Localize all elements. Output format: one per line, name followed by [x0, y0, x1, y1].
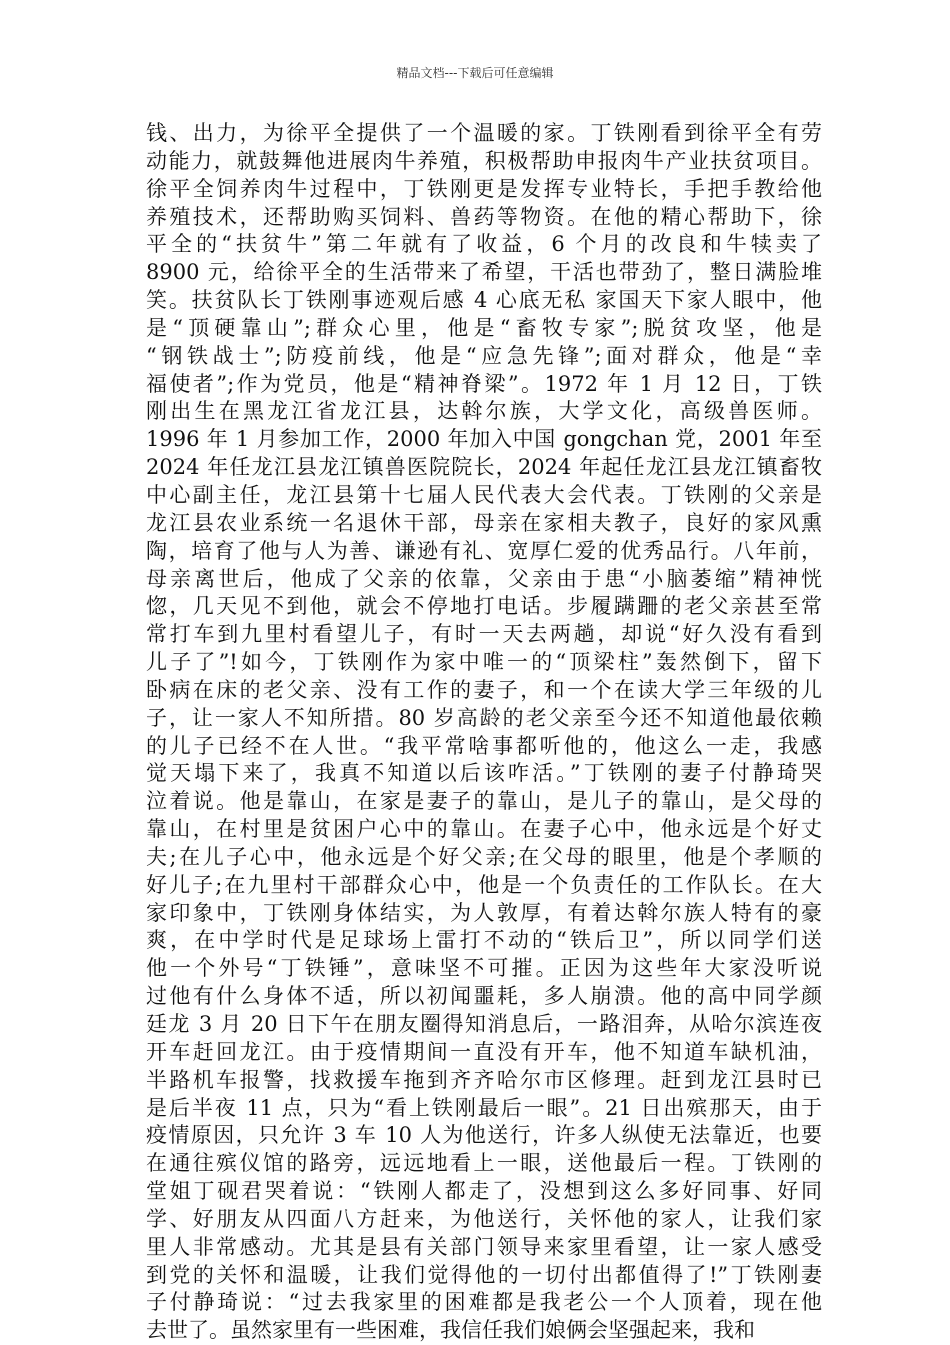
text-line: 泣着说。他是靠山，在家是妻子的靠山，是儿子的靠山，是父母的	[146, 789, 822, 814]
text-line: 学、好朋友从四面八方赶来，为他送行，关怀他的家人，让我们家	[146, 1206, 822, 1231]
text-line: “钢铁战士”;防疫前线，他是“应急先锋”;面对群众，他是“幸	[146, 343, 822, 368]
text-line: 他一个外号“丁铁锤”，意味坚不可摧。正因为这些年大家没听说	[146, 956, 822, 981]
text-line: 刚出生在黑龙江省龙江县，达斡尔族，大学文化，高级兽医师。	[146, 399, 822, 424]
text-line: 是“顶硬靠山”;群众心里，他是“畜牧专家”;脱贫攻坚，他是	[146, 315, 822, 340]
text-line: 常打车到九里村看望儿子，有时一天去两趟，却说“好久没有看到	[146, 622, 822, 647]
text-line: 中心副主任，龙江县第十七届人民代表大会代表。丁铁刚的父亲是	[146, 482, 822, 507]
text-line: 过他有什么身体不适，所以初闻噩耗，多人崩溃。他的高中同学颜	[146, 984, 822, 1009]
text-line: 廷龙 3 月 20 日下午在朋友圈得知消息后，一路泪奔，从哈尔滨连夜	[146, 1012, 822, 1036]
text-line: 钱、出力，为徐平全提供了一个温暖的家。丁铁刚看到徐平全有劳	[146, 121, 822, 145]
text-line: 觉天塌下来了，我真不知道以后该咋活。”丁铁刚的妻子付静琦哭	[146, 761, 822, 786]
text-line: 好儿子;在九里村干部群众心中，他是一个负责任的工作队长。在大	[146, 872, 822, 897]
text-line: 里人非常感动。尤其是县有关部门领导来家里看望，让一家人感受	[146, 1234, 822, 1259]
text-line: 平全的“扶贫牛”第二年就有了收益，6 个月的改良和牛犊卖了	[146, 232, 822, 257]
text-line: 的儿子已经不在人世。“我平常啥事都听他的，他这么一走，我感	[146, 733, 822, 758]
text-line: 惚，几天见不到他，就会不停地打电话。步履蹒跚的老父亲甚至常	[146, 594, 822, 619]
text-line: 陶，培育了他与人为善、谦逊有礼、宽厚仁爱的优秀品行。八年前，	[146, 538, 822, 563]
text-line: 笑。扶贫队长丁铁刚事迹观后感 4 心底无私 家国天下家人眼中，他	[146, 288, 822, 313]
text-line: 龙江县农业系统一名退休干部，母亲在家相夫教子，良好的家风熏	[146, 510, 822, 535]
text-line: 到党的关怀和温暖，让我们觉得他的一切付出都值得了!”丁铁刚妻	[146, 1262, 822, 1287]
text-line: 徐平全饲养肉牛过程中，丁铁刚更是发挥专业特长，手把手教给他	[146, 176, 822, 201]
text-line: 养殖技术，还帮助购买饲料、兽药等物资。在他的精心帮助下，徐	[146, 204, 822, 229]
text-line: 1996 年 1 月参加工作，2000 年加入中国 gongchan 党，2001 年至	[146, 427, 822, 452]
document-body	[146, 120, 822, 1345]
text-line: 动能力，就鼓舞他进展肉牛养殖，积极帮助申报肉牛产业扶贫项目。	[146, 148, 822, 173]
text-line: 儿子了”!如今，丁铁刚作为家中唯一的“顶梁柱”轰然倒下，留下	[146, 650, 822, 675]
text-line: 母亲离世后，他成了父亲的依靠，父亲由于患“小脑萎缩”精神恍	[146, 566, 822, 591]
text-line: 8900 元，给徐平全的生活带来了希望，干活也带劲了，整日满脸堆	[146, 260, 822, 285]
text-line: 卧病在床的老父亲、没有工作的妻子，和一个在读大学三年级的儿	[146, 677, 822, 702]
text-line: 家印象中，丁铁刚身体结实，为人敦厚，有着达斡尔族人特有的豪	[146, 900, 822, 925]
text-line: 靠山，在村里是贫困户心中的靠山。在妻子心中，他永远是个好丈	[146, 817, 822, 842]
text-line: 爽，在中学时代是足球场上雷打不动的“铁后卫”，所以同学们送	[146, 928, 822, 953]
text-line: 2024 年任龙江县龙江镇兽医院院长，2024 年起任龙江县龙江镇畜牧	[146, 455, 822, 480]
text-line: 半路机车报警，找救援车拖到齐齐哈尔市区修理。赶到龙江县时已	[146, 1067, 822, 1092]
text-line: 在通往殡仪馆的路旁，远远地看上一眼，送他最后一程。丁铁刚的	[146, 1151, 822, 1176]
text-line: 堂姐丁砚君哭着说：“铁刚人都走了，没想到这么多好同事、好同	[146, 1179, 822, 1204]
text-line: 开车赶回龙江。由于疫情期间一直没有开车，他不知道车缺机油，	[146, 1039, 822, 1064]
page-header: 精品文档---下载后可任意编辑	[396, 66, 554, 80]
text-line: 去世了。虽然家里有一些困难，我信任我们娘俩会坚强起来，我和	[146, 1318, 755, 1343]
text-line: 夫;在儿子心中，他永远是个好父亲;在父母的眼里，他是个孝顺的	[146, 844, 822, 869]
text-line: 福使者”;作为党员，他是“精神脊梁”。1972 年 1 月 12 日，丁铁	[146, 371, 822, 396]
text-line: 子付静琦说：“过去我家里的困难都是我老公一个人顶着，现在他	[146, 1290, 822, 1315]
text-line: 疫情原因，只允许 3 车 10 人为他送行，许多人纵使无法靠近，也要	[146, 1123, 822, 1148]
text-line: 子，让一家人不知所措。80 岁高龄的老父亲至今还不知道他最依赖	[146, 705, 822, 730]
text-line: 是后半夜 11 点，只为“看上铁刚最后一眼”。21 日出殡那天，由于	[146, 1095, 822, 1120]
